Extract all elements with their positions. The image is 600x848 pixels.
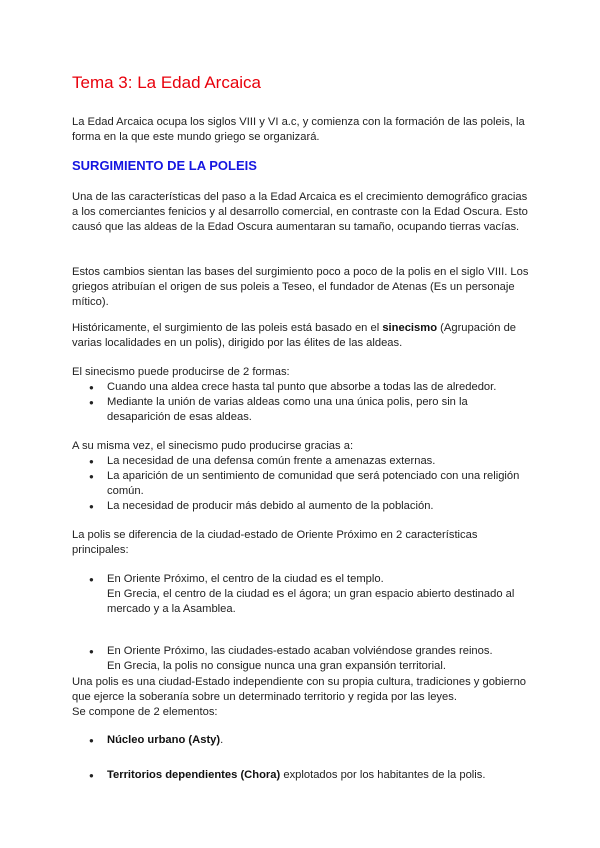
text-run: .	[220, 734, 224, 746]
list-item: ● Cuando una aldea crece hasta tal punto que absorbe a todas las de alrededor.	[72, 380, 532, 395]
list-item	[72, 733, 532, 748]
list-item: ● La aparición de un sentimiento de comunidad que será potenciado con una religión común.	[72, 469, 532, 499]
text-run: Históricamente, el surgimiento de las poleis está basado en el	[72, 322, 383, 334]
section-heading: SURGIMIENTO DE LA POLEIS	[72, 158, 257, 173]
term-chora: Territorios dependientes (Chora)	[107, 769, 281, 781]
paragraph-line: Una polis es una ciudad-Estado independiente con su propia cultura, tradiciones y gobierno que ejerce la soberanía sobre un determinado territorio y regida por las leyes.	[72, 676, 527, 703]
list-sinecismo-forms	[72, 380, 532, 425]
text-run: (Agrupación de varias localidades en un polis), dirigido por las élites de las aldeas.	[72, 322, 517, 349]
term-asty: Núcleo urbano (Asty)	[107, 734, 221, 746]
paragraph-line: Se compone de 2 elementos:	[72, 706, 218, 718]
list-item-line: ● En Oriente Próximo, las ciudades-estado acaban volviéndose grandes reinos.	[107, 645, 493, 657]
text-run: explotados por los habitantes de la polis.	[280, 769, 486, 781]
list-item-line: En Grecia, la polis no consigue nunca una gran expansión territorial.	[107, 660, 446, 672]
list-item	[72, 644, 532, 674]
intro-paragraph: La Edad Arcaica ocupa los siglos VIII y VI a.c, y comienza con la formación de las poleis, la forma en la que este mundo griego se organizará.	[72, 116, 525, 143]
list-polis-elements	[72, 733, 532, 783]
list-item: ● La necesidad de producir más debido al aumento de la población.	[72, 499, 532, 514]
list-item-line: En Grecia, el centro de la ciudad es el ágora; un gran espacio abierto destinado al mercado y a la Asamblea.	[107, 588, 515, 615]
paragraph-polis-origins: Estos cambios sientan las bases del surgimiento poco a poco de la polis en el siglo VIII. Los griegos atribuían el origen de sus poleis a Teseo, el fundador de Atenas (Es un personaje mítico).	[72, 266, 529, 308]
list-item: ● La necesidad de una defensa común frente a amenazas externas.	[72, 454, 532, 469]
paragraph-sinecismo	[72, 321, 532, 351]
list-item: ● Mediante la unión de varias aldeas como una una única polis, pero sin la desaparición de esas aldeas.	[72, 395, 532, 425]
term-sinecismo: sinecismo	[382, 322, 438, 334]
paragraph-demographic-growth: Una de las características del paso a la Edad Arcaica es el crecimiento demográfico gracias a los comerciantes fenicios y al desarrollo comercial, en contraste con la Edad Oscura. Esto causó que las aldeas de la Edad Oscura aumentaran su tamaño, ocupando tierras vacías.	[72, 191, 528, 233]
list-polis-differences	[72, 572, 532, 674]
paragraph-sinecismo-forms: El sinecismo puede producirse de 2 formas:	[72, 366, 290, 378]
page-title: Tema 3: La Edad Arcaica	[72, 73, 262, 92]
list-item	[72, 768, 532, 783]
list-sinecismo-causes	[72, 454, 532, 514]
list-item	[72, 572, 532, 617]
list-item-line: ● En Oriente Próximo, el centro de la ciudad es el templo.	[107, 573, 384, 585]
paragraph-polis-differences: La polis se diferencia de la ciudad-estado de Oriente Próximo en 2 características principales:	[72, 529, 478, 556]
paragraph-polis-definition	[72, 675, 532, 720]
paragraph-sinecismo-causes: A su misma vez, el sinecismo pudo producirse gracias a:	[72, 440, 354, 452]
